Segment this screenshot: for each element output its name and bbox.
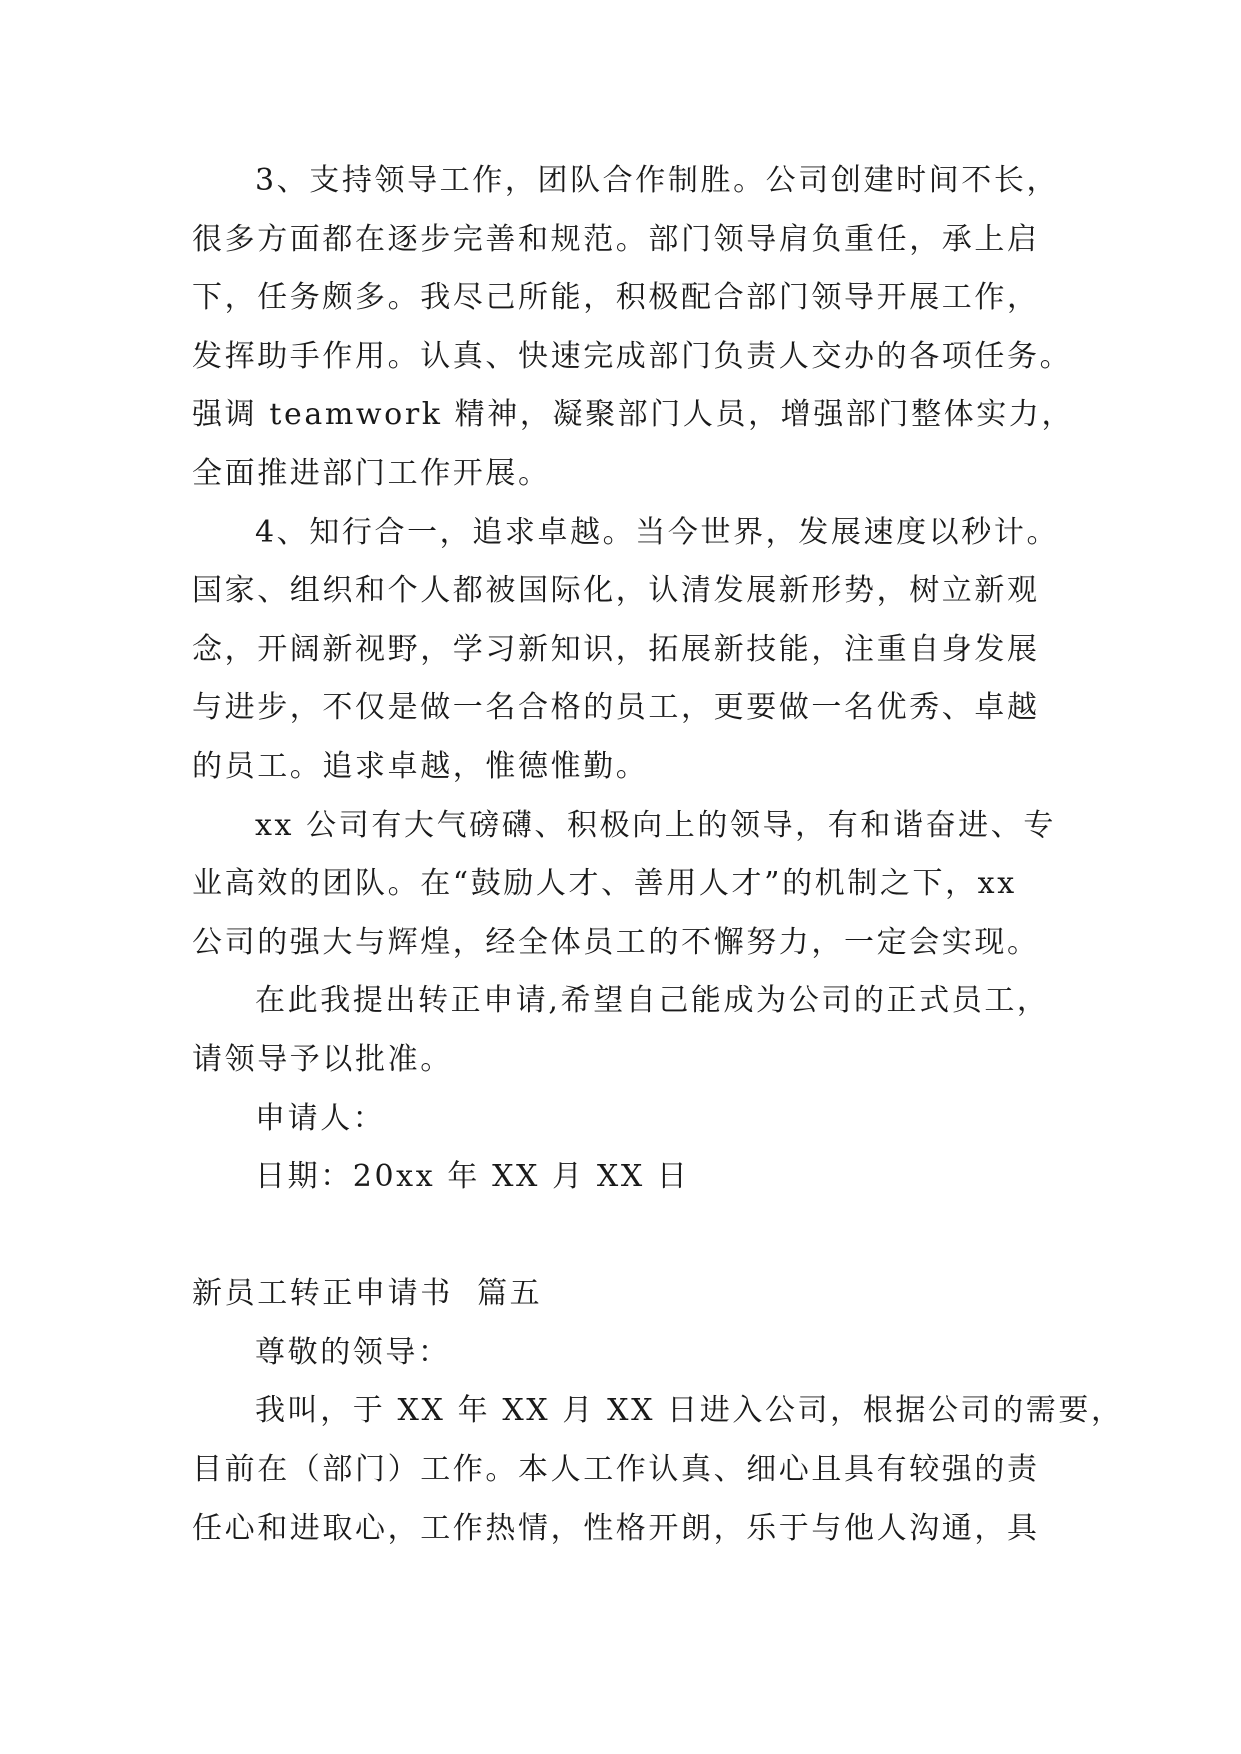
paragraph-company xyxy=(192,797,1072,973)
salutation: 尊敬的领导： xyxy=(255,1334,451,1370)
text-line: 公司的强大与辉煌，经全体员工的不懈努力，一定会实现。 xyxy=(192,924,1040,960)
section-title: 新员工转正申请书 篇五 xyxy=(192,1276,543,1312)
text-line: 很多方面都在逐步完善和规范。部门领导肩负重任，承上启 xyxy=(192,221,1040,257)
text-line: 全面推进部门工作开展。 xyxy=(192,455,551,491)
paragraph-intro xyxy=(192,1382,1124,1558)
text-line: xx 公司有大气磅礴、积极向上的领导，有和谐奋进、专 xyxy=(255,807,1056,843)
text-line: 发挥助手作用。认真、快速完成部门负责人交办的各项任务。 xyxy=(192,338,1073,374)
paragraph-section-4 xyxy=(192,504,1072,797)
text-line: 的员工。追求卓越，惟德惟勤。 xyxy=(192,748,649,784)
text-line: 目前在（部门）工作。本人工作认真、细心且具有较强的责 xyxy=(192,1452,1040,1488)
text-line: 我叫，于 XX 年 XX 月 XX 日进入公司，根据公司的需要， xyxy=(255,1393,1124,1429)
text-line: 国家、组织和个人都被国际化，认清发展新形势，树立新观 xyxy=(192,573,1040,609)
date-line: 日期：20xx 年 XX 月 XX 日 xyxy=(255,1159,690,1195)
text-line: 请领导予以批准。 xyxy=(192,1041,453,1077)
blank-line xyxy=(192,1207,1072,1266)
text-line: 3、支持领导工作，团队合作制胜。公司创建时间不长， xyxy=(255,163,1060,198)
paragraph-request xyxy=(192,972,1072,1089)
text-line: 任心和进取心，工作热情，性格开朗，乐于与他人沟通，具 xyxy=(192,1510,1040,1546)
text-line: 念，开阔新视野，学习新知识，拓展新技能，注重自身发展 xyxy=(192,631,1040,667)
text-line: 4、知行合一，追求卓越。当今世界，发展速度以秒计。 xyxy=(255,514,1060,550)
document-page xyxy=(192,152,1124,1558)
paragraph-section-3 xyxy=(192,152,1075,504)
text-line: 下，任务颇多。我尽己所能，积极配合部门领导开展工作， xyxy=(192,280,1040,316)
applicant-label: 申请人： xyxy=(255,1100,386,1136)
text-line: 与进步，不仅是做一名合格的员工，更要做一名优秀、卓越 xyxy=(192,690,1040,726)
text-line: 在此我提出转正申请,希望自己能成为公司的正式员工， xyxy=(255,983,1050,1019)
text-line: 强调 teamwork 精神，凝聚部门人员，增强部门整体实力， xyxy=(192,397,1075,433)
text-line: 业高效的团队。在“鼓励人才、善用人才”的机制之下，xx xyxy=(192,866,1017,902)
